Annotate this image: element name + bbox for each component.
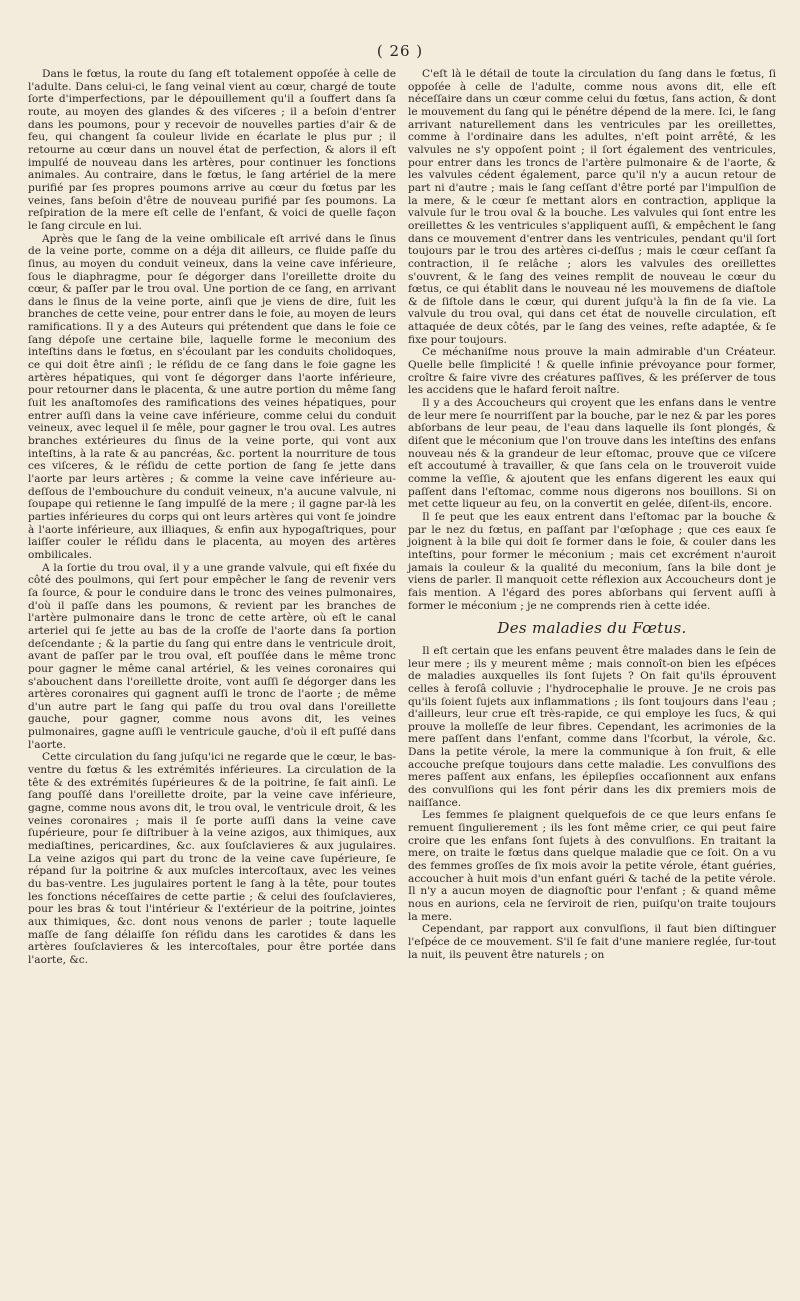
paragraph: Il ſe peut que les eaux entrent dans l'eſtomac par la bouche & par le nez du fœtus, en paſſant par l'œſophage ; que ces eaux ſe joignent à la bile qui doit ſe former dans le foie, & couler dans les inteſtins, pour former le méconium ; mais cet excrément n'auroit jamais la couleur & la qualité du meconium, ſans la bile dont je viens de parler. Il manquoit cette réflexion aux Accoucheurs dont je fais mention. A l'égard des pores abſorbans qui ſervent auſſi à former le méconium ; je ne comprends rien à cette idée. [408, 510, 776, 612]
paragraph: Cette circulation du ſang juſqu'ici ne regarde que le cœur, le bas-ventre du fœtus & les extrémités inférieures. La circulation de la tête & des extrémités ſupérieures & de la poitrine, ſe fait ainſi. Le ſang pouſſé dans l'oreillette droite, par la veine cave inférieure, gagne, comme nous avons dit, le trou oval, le ventricule droit, & les veines coronaires ; mais il ſe porte auſſi dans la veine cave ſupérieure, pour ſe diſtribuer à la veine azigos, aux thimiques, aux mediaſtines, pericardines, &c. aux ſouſclavieres & aux jugulaires. La veine azigos qui part du tronc de la veine cave ſupérieure, ſe répand ſur la poitrine & aux muſcles intercoſtaux, avec les veines du bas-ventre. Les jugulaires portent le ſang à la tête, pour toutes les fonctions néceſſaires de cette partie ; & celui des ſouſclavieres, pour les bras & tout l'intérieur & l'extérieur de la poitrine, jointes aux thimiques, &c. dont nous venons de parler ; toute laquelle maſſe de ſang délaiſſe ſon réſidu dans les carotides & dans les artères ſouſclavieres & les intercoſtales, pour être portée dans l'aorte, &c. [28, 751, 396, 966]
paragraph: Cependant, par rapport aux convulſions, il faut bien diſtinguer l'eſpéce de ce mouvement. S'il ſe fait d'une maniere reglée, ſur-tout la nuit, ils peuvent être naturels ; on [408, 923, 776, 961]
paragraph: Il y a des Accoucheurs qui croyent que les enfans dans le ventre de leur mere ſe nourriſſent par la bouche, par le nez & par les pores abſorbans de leur peau, de l'eau dans laquelle ils ſont plongés, & diſent que le méconium que l'on trouve dans les inteſtins des enfans nouveau nés & la grandeur de leur eſtomac, prouve que ce viſcere eſt accoutumé à travailler, & que ſans cela on le trouveroit vuide comme la veſſie, & ajoutent que les enfans digerent les eaux qui paſſent dans l'eſtomac, comme nous digerons nos bouillons. Si on met cette liqueur au feu, on la convertit en gelée, diſent-ils, encore. [408, 397, 776, 511]
page-number: ( 26 ) [376, 42, 424, 60]
paragraph: Ce méchaniſme nous prouve la main admirable d'un Créateur. Quelle belle ſimplicité ! & quelle infinie prévoyance pour former, croître & faire vivre des créatures paſſives, & les préſerver de tous les accidens que le hafard feroit naître. [408, 346, 776, 397]
section-title: Des maladies du Fœtus. [497, 619, 687, 638]
paragraph: Après que le ſang de la veine ombilicale eſt arrivé dans le ſinus de la veine porte, comme on a déja dit ailleurs, ce fluide paſſe du ſinus, au moyen du conduit veineux, dans la veine cave inférieure, ſous le diaphragme, pour ſe dégorger dans l'oreillette droite du cœur, & paſſer par le trou oval. Une portion de ce ſang, en arrivant dans le ſinus de la veine porte, ainſi que je viens de dire, ſuit les branches de cette veine, pour entrer dans le foie, au moyen de leurs ramifications. Il y a des Auteurs qui prétendent que dans le foie ce ſang dépoſe une certaine bile, laquelle forme le meconium des inteſtins dans le fœtus, en s'écoulant par les conduits cholidoques, ce qui doit être ainſi ; le réſidu de ce ſang dans le foie gagne les artères hépatiques, qui vont ſe dégorger dans l'aorte inférieure, pour retourner dans le placenta, & une autre portion du même ſang ſuit les anaſtomoſes des ramifications des veines hépatiques, pour entrer auſſi dans la veine cave inférieure, comme celui du conduit veineux, avec lequel il ſe mêle, pour gagner le trou oval. Les autres branches extérieures du ſinus de la veine porte, qui vont aux inteſtins, à la rate & au pancréas, &c. portent la nourriture de tous ces viſceres, & le réſidu de cette portion de ſang ſe jette dans l'aorte par leurs artères ; & comme la veine cave inférieure au-deſſous de l'embouchure du conduit veineux, n'a aucune valvule, ni ſoupape qui retienne le ſang impulſé de la mere ; il gagne par-là les parties inférieures du corps qui ont leurs artères qui vont ſe joindre à l'aorte inférieure, aux illiaques, & enfin aux hypogaſtriques, pour laiſſer couler le réſidu dans le placenta, au moyen des artères ombilicales. [28, 232, 396, 561]
right-column [408, 68, 776, 961]
paragraph: Il eſt certain que les enfans peuvent être malades dans le ſein de leur mere ; ils y meurent même ; mais connoît-on bien les eſpéces de maladies auxquelles ils ſont ſujets ? On fait qu'ils éprouvent celles à feroſâ colluvie ; l'hydrocephalie le prouve. Je ne crois pas qu'ils ſoient ſujets aux inflammations ; ils ſont toujours dans l'eau ; d'ailleurs, leur crue eſt très-rapide, ce qui employe les ſucs, & qui prouve la molleſſe de leur fibres. Cependant, les acrimonies de la mere paſſent dans l'enfant, comme dans l'ſcorbut, la vérole, &c. Dans la petite vérole, la mere la communique à ſon fruit, & elle accouche preſque toujours dans cette maladie. Les convulſions des meres paſſent aux enfans, les épilepſies occaſionnent aux enfans des convulſions qui les font périr dans les dix premiers mois de naiſſance. [408, 644, 776, 809]
paragraph: Les femmes ſe plaignent quelquefois de ce que leurs enfans ſe remuent ſingulierement ; ils les font même crier, ce qui peut faire croire que les enfans ſont ſujets à des convulſions. En traitant la mere, on traite le fœtus dans quelque maladie que ce ſoit. On a vu des femmes groſſes de ſix mois avoir la petite vérole, étant guéries, accoucher à huit mois d'un enfant guéri & taché de la petite vérole. Il n'y a aucun moyen de diagnoſtic pour l'enfant ; & quand même nous en aurions, cela ne ſerviroit de rien, puiſqu'on traite toujours la mere. [408, 809, 776, 923]
paragraph: Dans le fœtus, la route du ſang eſt totalement oppoſée à celle de l'adulte. Dans celui-ci, le ſang veinal vient au cœur, chargé de toute ſorte d'imperfections, par le dépouillement qu'il a ſouffert dans ſa route, au moyen des glandes & des viſceres ; il a beſoin d'entrer dans les poumons, pour y recevoir de nouvelles parties d'air & de feu, qui changent ſa couleur livide en écarlate le plus pur ; il retourne au cœur dans un nouvel état de perfection, & alors il eſt impulſé de nouveau dans les artères, pour continuer les fonctions animales. Au contraire, dans le fœtus, le ſang artériel de la mere purifié par ſes propres poumons arrive au cœur du fœtus par les veines, ſans beſoin d'être de nouveau purifié par ſes poumons. La reſpiration de la mere eſt celle de l'enfant, & voici de quelle façon le ſang circule en lui. [28, 68, 396, 232]
paragraph: A la ſortie du trou oval, il y a une grande valvule, qui eſt fixée du côté des poulmons, qui ſert pour empêcher le ſang de revenir vers ſa ſource, & pour le conduire dans le tronc des veines pulmonaires, d'où il paſſe dans les poumons, & revient par les branches de l'artère pulmonaire dans le tronc de cette artère, où eſt le canal arteriel qui ſe jette au bas de la croſſe de l'aorte dans ſa portion deſcendante ; & la partie du ſang qui entre dans le ventricule droit, avant de paſſer par le trou oval, eſt pouſſée dans le même tronc pour gagner le même canal artériel, & les veines coronaires qui s'abouchent dans l'oreillette droite, vont auſſi ſe dégorger dans les artères coronaires qui gagnent auſſi le tronc de l'aorte ; de même d'un autre part le ſang qui paſſe du trou oval dans l'oreillette gauche, pour gagner, comme nous avons dit, les veines pulmonaires, gagne auſſi le ventricule gauche, d'où il eſt puſſé dans l'aorte. [28, 561, 396, 751]
left-column [28, 68, 396, 967]
paragraph: C'eſt là le détail de toute la circulation du ſang dans le fœtus, ſi oppoſée à celle de l'adulte, comme nous avons dit, elle eſt néceſſaire dans un cœur comme celui du fœtus, ſans action, & dont le mouvement du ſang qui le pénétre dépend de la mere. Ici, le ſang arrivant naturellement dans les ventricules par les oreillettes, comme à l'ordinaire dans les adultes, n'eſt point arrêté, & les valvules ne s'y oppoſent point ; il ſort également des ventricules, pour entrer dans les troncs de l'artère pulmonaire & de l'aorte, & les valvules cédent également, parce qu'il n'y a aucun retour de part ni d'autre ; mais le ſang ceſſant d'être porté par l'impulſion de la mere, & le cœur ſe mettant alors en contraction, applique la valvule ſur le trou oval & la bouche. Les valvules qui ſont entre les oreillettes & les ventricules s'appliquent auſſi, & empêchent le ſang dans ce mouvement d'entrer dans les ventricules, pendant qu'il ſort toujours par le trou des artères ci-deſſus ; mais le cœur ceſſant ſa contraction, il ſe relâche ; alors les valvules des oreillettes s'ouvrent, & le ſang des veines remplit de nouveau le cœur du fœtus, ce qui établit dans le nouveau né les mouvemens de diaſtole & de ſiſtole dans le cœur, qui durent juſqu'à la fin de ſa vie. La valvule du trou oval, qui dans cet état de nouvelle circulation, eſt attaquée de deux côtés, par le ſang des veines, reſte adaptée, & ſe fixe pour toujours. [408, 68, 776, 346]
